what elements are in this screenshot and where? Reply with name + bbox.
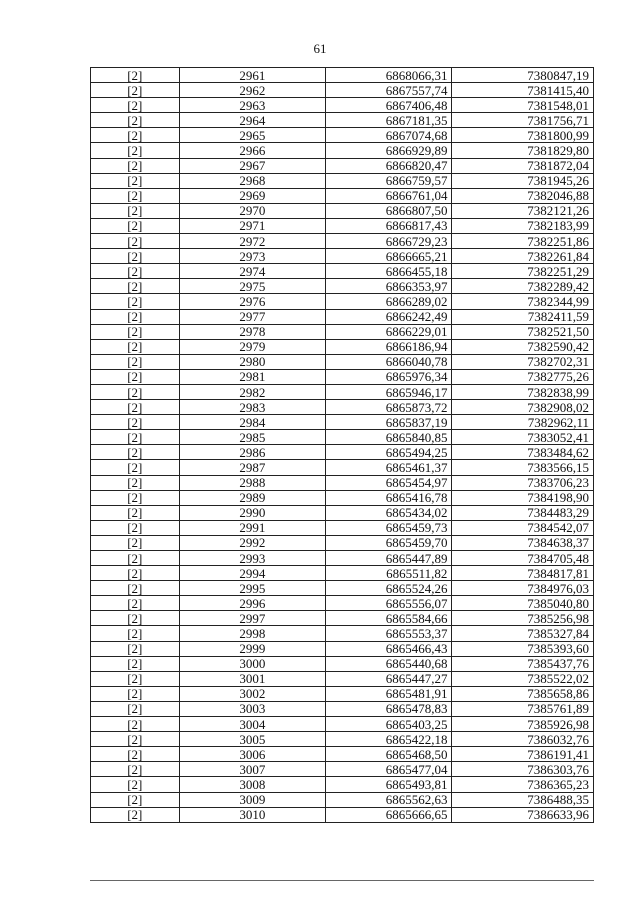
point-number-cell: 2987 (179, 460, 326, 475)
source-ref-cell: [2] (91, 581, 180, 596)
x-coordinate-cell: 6866817,43 (326, 218, 452, 233)
table-row (91, 732, 594, 747)
table-row (91, 671, 594, 686)
point-number-cell: 2983 (179, 400, 326, 415)
y-coordinate-cell: 7384976,03 (452, 581, 594, 596)
table-row (91, 188, 594, 203)
point-number-cell: 3001 (179, 671, 326, 686)
source-ref-cell: [2] (91, 249, 180, 264)
table-row (91, 596, 594, 611)
source-ref-cell: [2] (91, 701, 180, 716)
y-coordinate-cell: 7382962,11 (452, 415, 594, 430)
x-coordinate-cell: 6866807,50 (326, 203, 452, 218)
table-row (91, 505, 594, 520)
x-coordinate-cell: 6866455,18 (326, 264, 452, 279)
y-coordinate-cell: 7383706,23 (452, 475, 594, 490)
x-coordinate-cell: 6866820,47 (326, 158, 452, 173)
y-coordinate-cell: 7381756,71 (452, 113, 594, 128)
x-coordinate-cell: 6866759,57 (326, 173, 452, 188)
source-ref-cell: [2] (91, 369, 180, 384)
point-number-cell: 3006 (179, 747, 326, 762)
table-row (91, 807, 594, 822)
x-coordinate-cell: 6867181,35 (326, 113, 452, 128)
y-coordinate-cell: 7386488,35 (452, 792, 594, 807)
table-row (91, 445, 594, 460)
source-ref-cell: [2] (91, 339, 180, 354)
y-coordinate-cell: 7385393,60 (452, 641, 594, 656)
x-coordinate-cell: 6866186,94 (326, 339, 452, 354)
source-ref-cell: [2] (91, 807, 180, 822)
source-ref-cell: [2] (91, 415, 180, 430)
source-ref-cell: [2] (91, 445, 180, 460)
point-number-cell: 3010 (179, 807, 326, 822)
source-ref-cell: [2] (91, 717, 180, 732)
table-row (91, 747, 594, 762)
y-coordinate-cell: 7381872,04 (452, 158, 594, 173)
y-coordinate-cell: 7385926,98 (452, 717, 594, 732)
x-coordinate-cell: 6865477,04 (326, 762, 452, 777)
y-coordinate-cell: 7381415,40 (452, 83, 594, 98)
source-ref-cell: [2] (91, 475, 180, 490)
x-coordinate-cell: 6865946,17 (326, 384, 452, 399)
point-number-cell: 2970 (179, 203, 326, 218)
table-row (91, 98, 594, 113)
footer-divider (90, 880, 594, 881)
point-number-cell: 3002 (179, 686, 326, 701)
y-coordinate-cell: 7380847,19 (452, 68, 594, 83)
table-row (91, 520, 594, 535)
x-coordinate-cell: 6865837,19 (326, 415, 452, 430)
point-number-cell: 2995 (179, 581, 326, 596)
source-ref-cell: [2] (91, 596, 180, 611)
source-ref-cell: [2] (91, 203, 180, 218)
point-number-cell: 2994 (179, 566, 326, 581)
y-coordinate-cell: 7382121,26 (452, 203, 594, 218)
x-coordinate-cell: 6866242,49 (326, 309, 452, 324)
point-number-cell: 2966 (179, 143, 326, 158)
source-ref-cell: [2] (91, 792, 180, 807)
point-number-cell: 2977 (179, 309, 326, 324)
x-coordinate-cell: 6865553,37 (326, 626, 452, 641)
table-row (91, 158, 594, 173)
point-number-cell: 2969 (179, 188, 326, 203)
y-coordinate-cell: 7382251,86 (452, 234, 594, 249)
table-row (91, 83, 594, 98)
point-number-cell: 2980 (179, 354, 326, 369)
y-coordinate-cell: 7384817,81 (452, 566, 594, 581)
point-number-cell: 3009 (179, 792, 326, 807)
source-ref-cell: [2] (91, 83, 180, 98)
table-row (91, 173, 594, 188)
y-coordinate-cell: 7382775,26 (452, 369, 594, 384)
x-coordinate-cell: 6865666,65 (326, 807, 452, 822)
x-coordinate-cell: 6866229,01 (326, 324, 452, 339)
y-coordinate-cell: 7381945,26 (452, 173, 594, 188)
point-number-cell: 2982 (179, 384, 326, 399)
x-coordinate-cell: 6865434,02 (326, 505, 452, 520)
table-row (91, 415, 594, 430)
source-ref-cell: [2] (91, 671, 180, 686)
x-coordinate-cell: 6865562,63 (326, 792, 452, 807)
y-coordinate-cell: 7384198,90 (452, 490, 594, 505)
y-coordinate-cell: 7384542,07 (452, 520, 594, 535)
y-coordinate-cell: 7386365,23 (452, 777, 594, 792)
x-coordinate-cell: 6865584,66 (326, 611, 452, 626)
coordinates-table (90, 67, 594, 823)
table-row (91, 777, 594, 792)
source-ref-cell: [2] (91, 173, 180, 188)
table-row (91, 626, 594, 641)
point-number-cell: 2976 (179, 294, 326, 309)
point-number-cell: 2984 (179, 415, 326, 430)
source-ref-cell: [2] (91, 641, 180, 656)
y-coordinate-cell: 7382590,42 (452, 339, 594, 354)
x-coordinate-cell: 6866665,21 (326, 249, 452, 264)
y-coordinate-cell: 7382261,84 (452, 249, 594, 264)
table-row (91, 535, 594, 550)
source-ref-cell: [2] (91, 430, 180, 445)
x-coordinate-cell: 6865454,97 (326, 475, 452, 490)
table-row (91, 701, 594, 716)
y-coordinate-cell: 7385437,76 (452, 656, 594, 671)
point-number-cell: 2964 (179, 113, 326, 128)
source-ref-cell: [2] (91, 143, 180, 158)
source-ref-cell: [2] (91, 551, 180, 566)
y-coordinate-cell: 7382251,29 (452, 264, 594, 279)
table-row (91, 339, 594, 354)
table-row (91, 369, 594, 384)
source-ref-cell: [2] (91, 777, 180, 792)
x-coordinate-cell: 6865447,27 (326, 671, 452, 686)
x-coordinate-cell: 6865493,81 (326, 777, 452, 792)
y-coordinate-cell: 7382521,50 (452, 324, 594, 339)
y-coordinate-cell: 7383052,41 (452, 430, 594, 445)
y-coordinate-cell: 7384638,37 (452, 535, 594, 550)
source-ref-cell: [2] (91, 535, 180, 550)
x-coordinate-cell: 6868066,31 (326, 68, 452, 83)
point-number-cell: 2992 (179, 535, 326, 550)
x-coordinate-cell: 6865556,07 (326, 596, 452, 611)
x-coordinate-cell: 6865459,73 (326, 520, 452, 535)
point-number-cell: 3000 (179, 656, 326, 671)
source-ref-cell: [2] (91, 686, 180, 701)
table-row (91, 128, 594, 143)
source-ref-cell: [2] (91, 113, 180, 128)
page-number: 61 (313, 41, 327, 56)
y-coordinate-cell: 7382344,99 (452, 294, 594, 309)
point-number-cell: 2963 (179, 98, 326, 113)
table-row (91, 490, 594, 505)
x-coordinate-cell: 6866040,78 (326, 354, 452, 369)
point-number-cell: 3005 (179, 732, 326, 747)
point-number-cell: 2972 (179, 234, 326, 249)
y-coordinate-cell: 7382702,31 (452, 354, 594, 369)
source-ref-cell: [2] (91, 384, 180, 399)
x-coordinate-cell: 6866761,04 (326, 188, 452, 203)
point-number-cell: 2986 (179, 445, 326, 460)
table-row (91, 792, 594, 807)
point-number-cell: 2985 (179, 430, 326, 445)
source-ref-cell: [2] (91, 98, 180, 113)
x-coordinate-cell: 6865873,72 (326, 400, 452, 415)
source-ref-cell: [2] (91, 490, 180, 505)
y-coordinate-cell: 7385327,84 (452, 626, 594, 641)
table-row (91, 611, 594, 626)
y-coordinate-cell: 7386191,41 (452, 747, 594, 762)
x-coordinate-cell: 6865976,34 (326, 369, 452, 384)
source-ref-cell: [2] (91, 68, 180, 83)
table-row (91, 113, 594, 128)
y-coordinate-cell: 7381548,01 (452, 98, 594, 113)
table-row (91, 581, 594, 596)
source-ref-cell: [2] (91, 732, 180, 747)
x-coordinate-cell: 6867074,68 (326, 128, 452, 143)
y-coordinate-cell: 7385040,80 (452, 596, 594, 611)
table-row (91, 203, 594, 218)
x-coordinate-cell: 6867406,48 (326, 98, 452, 113)
point-number-cell: 3004 (179, 717, 326, 732)
source-ref-cell: [2] (91, 264, 180, 279)
table-row (91, 309, 594, 324)
point-number-cell: 2973 (179, 249, 326, 264)
table-row (91, 641, 594, 656)
table-row (91, 234, 594, 249)
y-coordinate-cell: 7381800,99 (452, 128, 594, 143)
x-coordinate-cell: 6865461,37 (326, 460, 452, 475)
source-ref-cell: [2] (91, 279, 180, 294)
source-ref-cell: [2] (91, 520, 180, 535)
y-coordinate-cell: 7382838,99 (452, 384, 594, 399)
x-coordinate-cell: 6865481,91 (326, 686, 452, 701)
table-row (91, 249, 594, 264)
y-coordinate-cell: 7384705,48 (452, 551, 594, 566)
point-number-cell: 2971 (179, 218, 326, 233)
coordinates-table-body (91, 68, 594, 823)
table-row (91, 218, 594, 233)
y-coordinate-cell: 7386303,76 (452, 762, 594, 777)
table-row (91, 400, 594, 415)
x-coordinate-cell: 6865416,78 (326, 490, 452, 505)
point-number-cell: 2961 (179, 68, 326, 83)
table-row (91, 551, 594, 566)
table-row (91, 475, 594, 490)
x-coordinate-cell: 6865840,85 (326, 430, 452, 445)
table-row (91, 324, 594, 339)
source-ref-cell: [2] (91, 354, 180, 369)
table-row (91, 686, 594, 701)
y-coordinate-cell: 7382411,59 (452, 309, 594, 324)
source-ref-cell: [2] (91, 218, 180, 233)
x-coordinate-cell: 6865459,70 (326, 535, 452, 550)
source-ref-cell: [2] (91, 762, 180, 777)
point-number-cell: 2993 (179, 551, 326, 566)
x-coordinate-cell: 6865511,82 (326, 566, 452, 581)
y-coordinate-cell: 7382046,88 (452, 188, 594, 203)
x-coordinate-cell: 6866729,23 (326, 234, 452, 249)
y-coordinate-cell: 7385761,89 (452, 701, 594, 716)
x-coordinate-cell: 6867557,74 (326, 83, 452, 98)
point-number-cell: 2981 (179, 369, 326, 384)
point-number-cell: 2989 (179, 490, 326, 505)
source-ref-cell: [2] (91, 188, 180, 203)
source-ref-cell: [2] (91, 611, 180, 626)
table-row (91, 264, 594, 279)
x-coordinate-cell: 6865466,43 (326, 641, 452, 656)
point-number-cell: 2991 (179, 520, 326, 535)
y-coordinate-cell: 7385658,86 (452, 686, 594, 701)
y-coordinate-cell: 7385256,98 (452, 611, 594, 626)
x-coordinate-cell: 6866353,97 (326, 279, 452, 294)
source-ref-cell: [2] (91, 460, 180, 475)
source-ref-cell: [2] (91, 747, 180, 762)
table-row (91, 294, 594, 309)
y-coordinate-cell: 7383484,62 (452, 445, 594, 460)
y-coordinate-cell: 7386032,76 (452, 732, 594, 747)
x-coordinate-cell: 6865468,50 (326, 747, 452, 762)
point-number-cell: 2999 (179, 641, 326, 656)
point-number-cell: 2978 (179, 324, 326, 339)
y-coordinate-cell: 7382289,42 (452, 279, 594, 294)
source-ref-cell: [2] (91, 294, 180, 309)
point-number-cell: 2965 (179, 128, 326, 143)
point-number-cell: 2988 (179, 475, 326, 490)
y-coordinate-cell: 7385522,02 (452, 671, 594, 686)
point-number-cell: 3007 (179, 762, 326, 777)
table-row (91, 143, 594, 158)
point-number-cell: 2967 (179, 158, 326, 173)
point-number-cell: 2996 (179, 596, 326, 611)
source-ref-cell: [2] (91, 309, 180, 324)
x-coordinate-cell: 6865440,68 (326, 656, 452, 671)
x-coordinate-cell: 6865447,89 (326, 551, 452, 566)
point-number-cell: 2974 (179, 264, 326, 279)
source-ref-cell: [2] (91, 324, 180, 339)
y-coordinate-cell: 7383566,15 (452, 460, 594, 475)
x-coordinate-cell: 6866289,02 (326, 294, 452, 309)
source-ref-cell: [2] (91, 656, 180, 671)
point-number-cell: 2990 (179, 505, 326, 520)
table-row (91, 354, 594, 369)
source-ref-cell: [2] (91, 234, 180, 249)
source-ref-cell: [2] (91, 505, 180, 520)
point-number-cell: 2962 (179, 83, 326, 98)
source-ref-cell: [2] (91, 566, 180, 581)
x-coordinate-cell: 6865422,18 (326, 732, 452, 747)
point-number-cell: 2979 (179, 339, 326, 354)
y-coordinate-cell: 7384483,29 (452, 505, 594, 520)
y-coordinate-cell: 7381829,80 (452, 143, 594, 158)
y-coordinate-cell: 7382183,99 (452, 218, 594, 233)
point-number-cell: 2968 (179, 173, 326, 188)
x-coordinate-cell: 6866929,89 (326, 143, 452, 158)
x-coordinate-cell: 6865524,26 (326, 581, 452, 596)
table-row (91, 566, 594, 581)
point-number-cell: 2997 (179, 611, 326, 626)
point-number-cell: 2998 (179, 626, 326, 641)
source-ref-cell: [2] (91, 400, 180, 415)
table-row (91, 279, 594, 294)
point-number-cell: 3003 (179, 701, 326, 716)
table-row (91, 460, 594, 475)
point-number-cell: 2975 (179, 279, 326, 294)
point-number-cell: 3008 (179, 777, 326, 792)
table-row (91, 762, 594, 777)
source-ref-cell: [2] (91, 128, 180, 143)
table-row (91, 68, 594, 83)
source-ref-cell: [2] (91, 626, 180, 641)
x-coordinate-cell: 6865403,25 (326, 717, 452, 732)
x-coordinate-cell: 6865478,83 (326, 701, 452, 716)
table-row (91, 656, 594, 671)
y-coordinate-cell: 7382908,02 (452, 400, 594, 415)
table-row (91, 717, 594, 732)
x-coordinate-cell: 6865494,25 (326, 445, 452, 460)
table-row (91, 384, 594, 399)
table-row (91, 430, 594, 445)
y-coordinate-cell: 7386633,96 (452, 807, 594, 822)
source-ref-cell: [2] (91, 158, 180, 173)
